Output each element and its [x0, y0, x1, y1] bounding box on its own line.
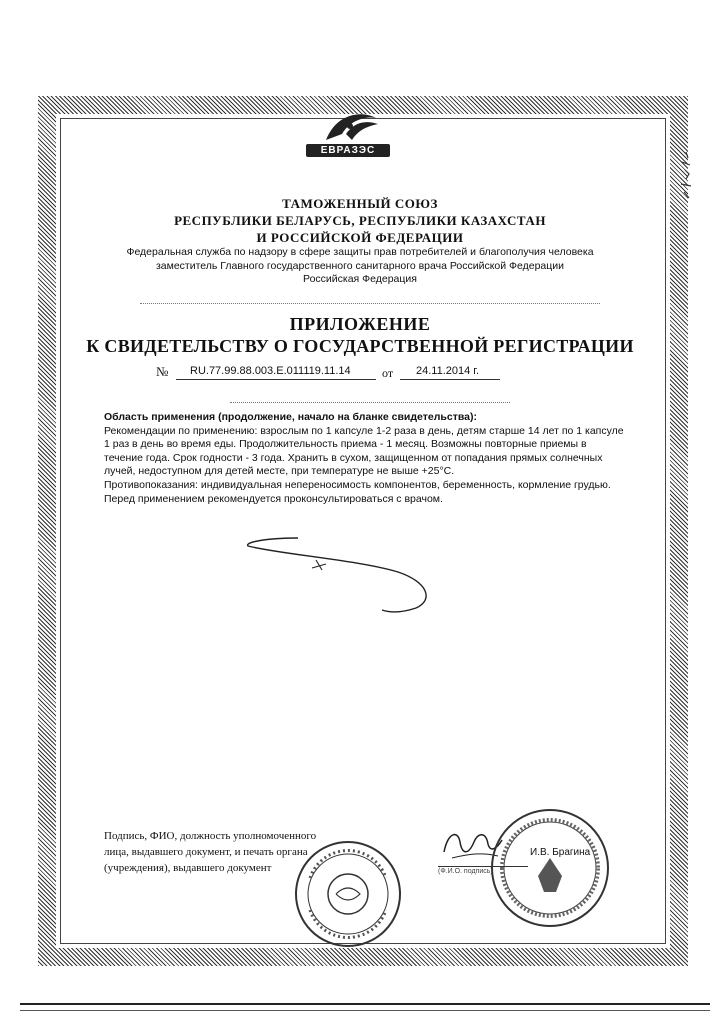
title-appendix: ПРИЛОЖЕНИЕ	[289, 314, 431, 334]
registration-date: 24.11.2014 г.	[416, 365, 480, 377]
contraindications: Противопоказания: индивидуальная непереносимость компонентов, беременность, кормление грудью. Перед применением рекомендуется проконсультироваться с врачом.	[104, 478, 611, 505]
page-bottom-rule-thin	[20, 1010, 710, 1011]
divider-small	[230, 402, 510, 403]
document-title	[80, 314, 640, 357]
signature-underline	[438, 866, 528, 867]
divider	[140, 303, 600, 304]
fio-caption: (Ф.И.О. подпись)	[438, 868, 493, 875]
header-deputy: заместитель Главного государственного санитарного врача Российской Федерации	[155, 259, 565, 272]
scope-heading: Область применения (продолжение, начало на бланке свидетельства):	[104, 411, 477, 423]
emblem-label: ЕВРАЗЭС	[306, 144, 390, 157]
usage-recommendations: Рекомендации по применению: взрослым по 1 капсуле 1-2 раза в день, детям старше 14 лет по 1 капсуле 1 раз в день во время еды. Продолжительность приема - 1 месяц. Возможны повторные приемы в течение года. Срок годности - 3 года. Хранить в сухом, защищенном от попадания прямых солнечных лучей, недоступном для детей месте, при температуре не выше +25°С.	[104, 424, 624, 478]
handwritten-closing-mark	[238, 524, 448, 624]
registration-stamp-icon	[292, 838, 404, 950]
header-federation: И РОССИЙСКОЙ ФЕДЕРАЦИИ	[256, 230, 464, 245]
date-underline	[400, 379, 500, 380]
footer-line-3: (учреждения), выдавшего документ	[104, 862, 272, 874]
body-text	[104, 411, 624, 506]
signer-name: И.В. Брагина	[530, 847, 591, 858]
date-label: от	[382, 366, 394, 380]
header-country: Российская Федерация	[303, 273, 417, 285]
header-republics: РЕСПУБЛИКИ БЕЛАРУСЬ, РЕСПУБЛИКИ КАЗАХСТАН	[174, 213, 546, 228]
number-label: №	[156, 364, 169, 379]
header-agency: Федеральная служба по надзору в сфере защиты прав потребителей и благополучия человека	[126, 246, 594, 258]
number-underline	[176, 379, 376, 380]
registration-number: RU.77.99.88.003.E.011119.11.14	[190, 365, 351, 377]
page-bottom-rule	[20, 1003, 710, 1005]
margin-marks	[676, 148, 698, 208]
header-union: ТАМОЖЕННЫЙ СОЮЗ	[282, 196, 438, 211]
footer-line-2: лица, выдавшего документ, и печать органа	[104, 846, 308, 858]
title-certificate: К СВИДЕТЕЛЬСТВУ О ГОСУДАРСТВЕННОЙ РЕГИСТРАЦИИ	[86, 336, 634, 356]
header	[80, 196, 640, 287]
official-seal-icon	[488, 806, 612, 930]
footer-line-1: Подпись, ФИО, должность уполномоченного	[104, 830, 317, 842]
